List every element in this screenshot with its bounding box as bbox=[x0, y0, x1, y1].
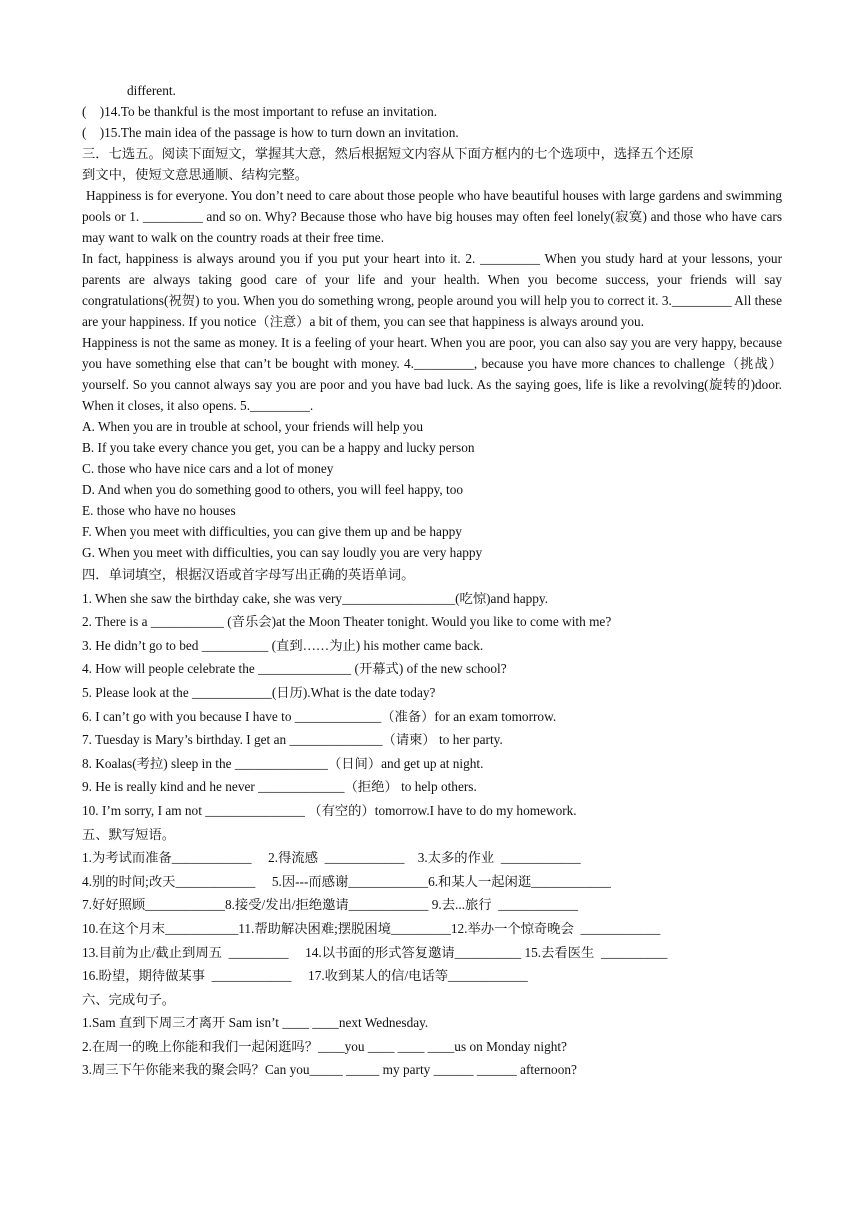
word-fill-item: 5. Please look at the ____________(日历).What is the date today? bbox=[82, 684, 436, 700]
complete-sentence-item: 2.在周一的晚上你能和我们一起闲逛吗？____you ____ ____ ____us on Monday night? bbox=[82, 1038, 567, 1054]
word-fill-item: 3. He didn’t go to bed __________ (直到……为止) his mother came back. bbox=[82, 637, 484, 653]
word-fill-item: 10. I’m sorry, I am not _______________ （有空的）tomorrow.I have to do my homework. bbox=[82, 802, 577, 818]
phrase-row: 10.在这个月末___________11.帮助解决困难;摆脱困境_________12.举办一个惊奇晚会 ____________ bbox=[82, 920, 661, 936]
section5-heading: 五、默写短语。 bbox=[82, 826, 176, 842]
word-fill-item: 8. Koalas(考拉) sleep in the ______________（日间）and get up at night. bbox=[82, 755, 484, 771]
section-word-fill bbox=[82, 563, 782, 823]
word-fill-item: 4. How will people celebrate the ______________ (开幕式) of the new school? bbox=[82, 661, 507, 677]
complete-sentence-item: 1.Sam 直到下周三才离开 Sam isn’t ____ ____next Wednesday. bbox=[82, 1015, 429, 1031]
section-cloze-seven-five bbox=[82, 143, 782, 563]
tf-item-14: ( )14.To be thankful is the most important to refuse an invitation. bbox=[82, 104, 438, 119]
phrase-row: 7.好好照顾____________8.接受/发出/拒绝邀请____________ 9.去...旅行 ____________ bbox=[82, 897, 579, 913]
section3-heading-line2: 到文中，使短文意思通顺、结构完整。 bbox=[82, 167, 309, 182]
word-fill-item: 9. He is really kind and he never _____________（拒绝） to help others. bbox=[82, 779, 477, 795]
option-a: A. When you are in trouble at school, your friends will help you bbox=[82, 419, 423, 434]
word-fill-item: 2. There is a ___________ (音乐会)at the Moon Theater tonight. Would you like to come with me? bbox=[82, 614, 612, 630]
passage-paragraph-3: Happiness is not the same as money. It is a feeling of your heart. When you are poor, you can also say you are very happy, because you have something else that can’t be bought with money. 4._________, because you have more chances to challenge（挑战） yourself. So you cannot always say you are poor and you have bad luck. As the saying goes, life is like a revolving(旋转的)door. When it closes, it also opens. 5._________. bbox=[82, 335, 782, 413]
phrase-row: 1.为考试而准备____________ 2.得流感 ____________ 3.太多的作业 ____________ bbox=[82, 850, 581, 866]
worksheet-page bbox=[82, 80, 782, 1082]
section-phrases bbox=[82, 823, 782, 988]
passage-paragraph-1: Happiness is for everyone. You don’t need to care about those people who have beautiful houses with large gardens and swimming pools or 1. _________ and so on. Why? Because those who have big houses may often feel lonely(寂寞) and those who have cars may want to walk on the country roads at their free time. bbox=[82, 188, 782, 245]
option-b: B. If you take every chance you get, you can be a happy and lucky person bbox=[82, 440, 475, 455]
option-d: D. And when you do something good to others, you will feel happy, too bbox=[82, 482, 464, 497]
phrase-row: 16.盼望，期待做某事 ____________ 17.收到某人的信/电话等____________ bbox=[82, 968, 528, 984]
section6-heading: 六、完成句子。 bbox=[82, 991, 176, 1007]
true-false-section bbox=[82, 80, 782, 143]
word-fill-item: 1. When she saw the birthday cake, she was very_________________(吃惊)and happy. bbox=[82, 590, 549, 606]
tf-continuation: different. bbox=[127, 83, 176, 98]
phrase-row: 4.别的时间;改天____________ 5.因---而感谢____________6.和某人一起闲逛____________ bbox=[82, 873, 611, 889]
option-f: F. When you meet with difficulties, you can give them up and be happy bbox=[82, 524, 462, 539]
passage-paragraph-2: In fact, happiness is always around you if you put your heart into it. 2. _________ When you study hard at your lessons, your parents are always taking good care of your life and your health. When you become success, your friends will say congratulations(祝贺) to you. When you do something wrong, people around you will help you to correct it. 3._________ All these are your happiness. If you notice（注意）a bit of them, you can see that happiness is always around you. bbox=[82, 251, 782, 329]
option-g: G. When you meet with difficulties, you can say loudly you are very happy bbox=[82, 545, 483, 560]
option-e: E. those who have no houses bbox=[82, 503, 236, 518]
option-c: C. those who have nice cars and a lot of money bbox=[82, 461, 334, 476]
tf-item-15: ( )15.The main idea of the passage is how to turn down an invitation. bbox=[82, 125, 459, 140]
section3-heading-line1: 三．七选五。阅读下面短文，掌握其大意，然后根据短文内容从下面方框内的七个选项中，选择五个还原 bbox=[82, 146, 694, 161]
word-fill-item: 6. I can’t go with you because I have to _____________（准备）for an exam tomorrow. bbox=[82, 708, 557, 724]
section4-heading: 四．单词填空，根据汉语或首字母写出正确的英语单词。 bbox=[82, 567, 415, 582]
complete-sentence-item: 3.周三下午你能来我的聚会吗？Can you_____ _____ my party ______ ______ afternoon? bbox=[82, 1062, 577, 1078]
section-complete-sentences bbox=[82, 988, 782, 1082]
word-fill-item: 7. Tuesday is Mary’s birthday. I get an ______________（请柬） to her party. bbox=[82, 732, 503, 748]
phrase-row: 13.目前为止/截止到周五 _________ 14.以书面的形式答复邀请__________ 15.去看医生 __________ bbox=[82, 944, 668, 960]
